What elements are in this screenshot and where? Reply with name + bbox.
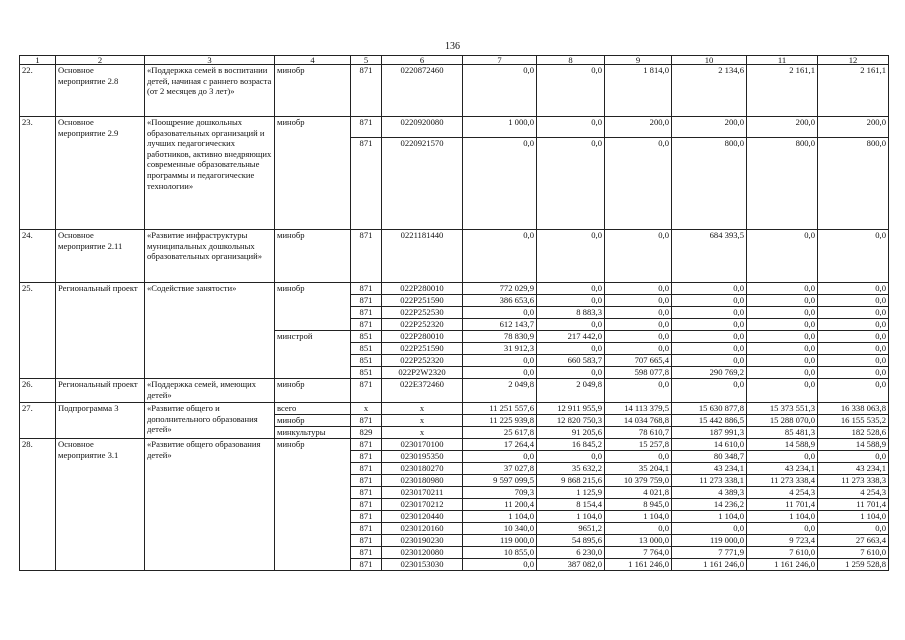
code-cell: 0220920080 (382, 117, 463, 138)
value-cell: 684 393,5 (672, 230, 747, 283)
value-cell: 7 764,0 (605, 547, 672, 559)
value-cell: 9 868 215,6 (537, 475, 605, 487)
row-number-cell: 25. (20, 283, 56, 379)
name-cell: «Развитие общего и дополнительного образования детей» (145, 403, 275, 439)
header-cell: 4 (275, 56, 351, 65)
value-cell: 10 340,0 (463, 523, 537, 535)
value-cell: 1 104,0 (537, 511, 605, 523)
grbs-cell: 871 (351, 138, 382, 230)
value-cell: 707 665,4 (605, 355, 672, 367)
grbs-cell: 871 (351, 307, 382, 319)
value-cell: 9 597 099,5 (463, 475, 537, 487)
value-cell: 0,0 (537, 295, 605, 307)
code-cell: 0230180980 (382, 475, 463, 487)
value-cell: 14 588,9 (818, 439, 889, 451)
value-cell: 0,0 (537, 230, 605, 283)
value-cell: 13 000,0 (605, 535, 672, 547)
value-cell: 0,0 (537, 343, 605, 355)
value-cell: 2 049,8 (463, 379, 537, 403)
value-cell: 27 663,4 (818, 535, 889, 547)
executor-cell: минобр (275, 283, 351, 331)
value-cell: 1 000,0 (463, 117, 537, 138)
value-cell: 0,0 (818, 523, 889, 535)
value-cell: 119 000,0 (463, 535, 537, 547)
value-cell: 0,0 (463, 65, 537, 117)
table-row (20, 230, 889, 283)
grbs-cell: 871 (351, 230, 382, 283)
header-cell: 12 (818, 56, 889, 65)
value-cell: 2 161,1 (818, 65, 889, 117)
code-cell: 022P252530 (382, 307, 463, 319)
value-cell: 15 257,8 (605, 439, 672, 451)
value-cell: 9 723,4 (747, 535, 818, 547)
value-cell: 43 234,1 (672, 463, 747, 475)
value-cell: 0,0 (747, 307, 818, 319)
value-cell: 78 830,9 (463, 331, 537, 343)
value-cell: 16 338 063,8 (818, 403, 889, 415)
grbs-cell: x (351, 403, 382, 415)
code-cell: 0230153030 (382, 559, 463, 571)
code-cell: 0220872460 (382, 65, 463, 117)
value-cell: 0,0 (605, 138, 672, 230)
code-cell: 0230170212 (382, 499, 463, 511)
value-cell: 15 442 886,5 (672, 415, 747, 427)
code-cell: 022P251590 (382, 343, 463, 355)
value-cell: 0,0 (672, 283, 747, 295)
grbs-cell: 829 (351, 427, 382, 439)
value-cell: 200,0 (818, 117, 889, 138)
value-cell: 0,0 (818, 307, 889, 319)
code-cell: 0230120440 (382, 511, 463, 523)
page-number: 136 (445, 41, 460, 52)
value-cell: 1 814,0 (605, 65, 672, 117)
name-cell: «Поддержка семей в воспитании детей, начиная с раннего возраста (от 2 месяцев до 3 лет)» (145, 65, 275, 117)
value-cell: 4 021,8 (605, 487, 672, 499)
value-cell: 0,0 (747, 230, 818, 283)
value-cell: 0,0 (818, 379, 889, 403)
grbs-cell: 851 (351, 343, 382, 355)
value-cell: 37 027,8 (463, 463, 537, 475)
code-cell: x (382, 403, 463, 415)
value-cell: 0,0 (605, 307, 672, 319)
value-cell: 0,0 (672, 355, 747, 367)
value-cell: 0,0 (605, 343, 672, 355)
value-cell: 0,0 (537, 283, 605, 295)
table-row (20, 65, 889, 117)
value-cell: 11 273 338,4 (747, 475, 818, 487)
name-cell: «Содействие занятости» (145, 283, 275, 379)
value-cell: 387 082,0 (537, 559, 605, 571)
value-cell: 800,0 (818, 138, 889, 230)
header-cell: 3 (145, 56, 275, 65)
value-cell: 35 632,2 (537, 463, 605, 475)
grbs-cell: 871 (351, 511, 382, 523)
value-cell: 11 200,4 (463, 499, 537, 511)
value-cell: 182 528,6 (818, 427, 889, 439)
value-cell: 0,0 (605, 331, 672, 343)
name-cell: «Развитие инфраструктуры муниципальных дошкольных образовательных организаций» (145, 230, 275, 283)
code-cell: 022E372460 (382, 379, 463, 403)
value-cell: 7 610,0 (818, 547, 889, 559)
value-cell: 0,0 (463, 451, 537, 463)
value-cell: 0,0 (463, 138, 537, 230)
value-cell: 0,0 (747, 331, 818, 343)
value-cell: 200,0 (747, 117, 818, 138)
header-cell: 5 (351, 56, 382, 65)
executor-cell: минобр (275, 65, 351, 117)
value-cell: 0,0 (818, 230, 889, 283)
value-cell: 1 161 246,0 (672, 559, 747, 571)
executor-cell: минобр (275, 439, 351, 571)
executor-cell: всего (275, 403, 351, 415)
code-cell: 022P251590 (382, 295, 463, 307)
value-cell: 772 029,9 (463, 283, 537, 295)
value-cell: 14 034 768,8 (605, 415, 672, 427)
value-cell: 14 236,2 (672, 499, 747, 511)
code-cell: 022P252320 (382, 319, 463, 331)
row-number-cell: 22. (20, 65, 56, 117)
grbs-cell: 871 (351, 559, 382, 571)
value-cell: 11 251 557,6 (463, 403, 537, 415)
value-cell: 0,0 (747, 451, 818, 463)
value-cell: 800,0 (747, 138, 818, 230)
grbs-cell: 871 (351, 463, 382, 475)
value-cell: 1 104,0 (672, 511, 747, 523)
value-cell: 0,0 (537, 65, 605, 117)
header-cell: 11 (747, 56, 818, 65)
code-cell: 0230190230 (382, 535, 463, 547)
code-cell: 0230170211 (382, 487, 463, 499)
event-cell: Основное мероприятие 2.11 (56, 230, 145, 283)
value-cell: 1 104,0 (747, 511, 818, 523)
value-cell: 0,0 (818, 367, 889, 379)
executor-cell: минобр (275, 230, 351, 283)
code-cell: 0230195350 (382, 451, 463, 463)
value-cell: 187 991,3 (672, 427, 747, 439)
value-cell: 1 161 246,0 (605, 559, 672, 571)
value-cell: 4 254,3 (818, 487, 889, 499)
executor-cell: минобр (275, 415, 351, 427)
event-cell: Основное мероприятие 3.1 (56, 439, 145, 571)
value-cell: 0,0 (537, 319, 605, 331)
value-cell: 12 820 750,3 (537, 415, 605, 427)
code-cell: 022P280010 (382, 283, 463, 295)
value-cell: 0,0 (672, 295, 747, 307)
value-cell: 0,0 (537, 138, 605, 230)
header-cell: 9 (605, 56, 672, 65)
value-cell: 217 442,0 (537, 331, 605, 343)
value-cell: 9651,2 (537, 523, 605, 535)
value-cell: 11 701,4 (818, 499, 889, 511)
value-cell: 0,0 (605, 319, 672, 331)
value-cell: 0,0 (747, 319, 818, 331)
value-cell: 43 234,1 (747, 463, 818, 475)
grbs-cell: 871 (351, 439, 382, 451)
value-cell: 0,0 (463, 307, 537, 319)
code-cell: 022P280010 (382, 331, 463, 343)
value-cell: 0,0 (747, 367, 818, 379)
row-number-cell: 28. (20, 439, 56, 571)
grbs-cell: 871 (351, 475, 382, 487)
executor-cell: минобр (275, 379, 351, 403)
value-cell: 612 143,7 (463, 319, 537, 331)
grbs-cell: 871 (351, 415, 382, 427)
value-cell: 0,0 (747, 355, 818, 367)
row-number-cell: 24. (20, 230, 56, 283)
value-cell: 0,0 (818, 331, 889, 343)
value-cell: 78 610,7 (605, 427, 672, 439)
column-number-header (20, 56, 889, 65)
value-cell: 0,0 (818, 343, 889, 355)
value-cell: 0,0 (818, 283, 889, 295)
code-cell: 022P252320 (382, 355, 463, 367)
grbs-cell: 871 (351, 499, 382, 511)
value-cell: 386 653,6 (463, 295, 537, 307)
value-cell: 16 845,2 (537, 439, 605, 451)
value-cell: 119 000,0 (672, 535, 747, 547)
value-cell: 2 049,8 (537, 379, 605, 403)
table-row (20, 403, 889, 415)
grbs-cell: 871 (351, 319, 382, 331)
value-cell: 91 205,6 (537, 427, 605, 439)
row-number-cell: 23. (20, 117, 56, 230)
value-cell: 0,0 (463, 559, 537, 571)
table-row (20, 379, 889, 403)
value-cell: 0,0 (672, 343, 747, 355)
grbs-cell: 851 (351, 331, 382, 343)
grbs-cell: 871 (351, 523, 382, 535)
value-cell: 0,0 (537, 451, 605, 463)
value-cell: 0,0 (672, 379, 747, 403)
value-cell: 7 610,0 (747, 547, 818, 559)
table-row (20, 117, 889, 138)
code-cell: 022P2W2320 (382, 367, 463, 379)
code-cell: 0230120160 (382, 523, 463, 535)
grbs-cell: 871 (351, 535, 382, 547)
value-cell: 0,0 (605, 379, 672, 403)
value-cell: 43 234,1 (818, 463, 889, 475)
event-cell: Региональный проект (56, 283, 145, 379)
name-cell: «Развитие общего образования детей» (145, 439, 275, 571)
grbs-cell: 871 (351, 487, 382, 499)
value-cell: 2 161,1 (747, 65, 818, 117)
value-cell: 0,0 (747, 283, 818, 295)
value-cell: 10 379 759,0 (605, 475, 672, 487)
value-cell: 0,0 (537, 117, 605, 138)
event-cell: Основное мероприятие 2.9 (56, 117, 145, 230)
value-cell: 0,0 (747, 343, 818, 355)
budget-table (19, 55, 889, 571)
value-cell: 0,0 (605, 295, 672, 307)
header-cell: 7 (463, 56, 537, 65)
value-cell: 0,0 (605, 230, 672, 283)
value-cell: 11 701,4 (747, 499, 818, 511)
value-cell: 14 610,0 (672, 439, 747, 451)
table-row (20, 439, 889, 451)
value-cell: 25 617,8 (463, 427, 537, 439)
value-cell: 0,0 (818, 295, 889, 307)
value-cell: 11 225 939,8 (463, 415, 537, 427)
executor-cell: минобр (275, 117, 351, 230)
grbs-cell: 851 (351, 355, 382, 367)
value-cell: 4 389,3 (672, 487, 747, 499)
grbs-cell: 871 (351, 117, 382, 138)
value-cell: 8 883,3 (537, 307, 605, 319)
header-cell: 10 (672, 56, 747, 65)
grbs-cell: 851 (351, 367, 382, 379)
value-cell: 15 373 551,3 (747, 403, 818, 415)
value-cell: 0,0 (672, 319, 747, 331)
value-cell: 14 588,9 (747, 439, 818, 451)
value-cell: 1 161 246,0 (747, 559, 818, 571)
header-cell: 2 (56, 56, 145, 65)
value-cell: 12 911 955,9 (537, 403, 605, 415)
value-cell: 15 288 070,0 (747, 415, 818, 427)
value-cell: 35 204,1 (605, 463, 672, 475)
value-cell: 0,0 (818, 355, 889, 367)
value-cell: 16 155 535,2 (818, 415, 889, 427)
table-row (20, 283, 889, 295)
value-cell: 1 125,9 (537, 487, 605, 499)
value-cell: 1 104,0 (463, 511, 537, 523)
value-cell: 800,0 (672, 138, 747, 230)
value-cell: 290 769,2 (672, 367, 747, 379)
grbs-cell: 871 (351, 379, 382, 403)
value-cell: 0,0 (747, 379, 818, 403)
value-cell: 0,0 (747, 295, 818, 307)
value-cell: 0,0 (818, 451, 889, 463)
value-cell: 0,0 (605, 523, 672, 535)
row-number-cell: 26. (20, 379, 56, 403)
code-cell: 0230170100 (382, 439, 463, 451)
value-cell: 0,0 (463, 367, 537, 379)
value-cell: 4 254,3 (747, 487, 818, 499)
value-cell: 15 630 877,8 (672, 403, 747, 415)
grbs-cell: 871 (351, 547, 382, 559)
value-cell: 598 077,8 (605, 367, 672, 379)
grbs-cell: 871 (351, 295, 382, 307)
value-cell: 0,0 (463, 230, 537, 283)
value-cell: 80 348,7 (672, 451, 747, 463)
value-cell: 1 104,0 (605, 511, 672, 523)
value-cell: 17 264,4 (463, 439, 537, 451)
value-cell: 0,0 (672, 331, 747, 343)
value-cell: 709,3 (463, 487, 537, 499)
value-cell: 2 134,6 (672, 65, 747, 117)
value-cell: 11 273 338,1 (672, 475, 747, 487)
name-cell: «Поддержка семей, имеющих детей» (145, 379, 275, 403)
value-cell: 0,0 (537, 367, 605, 379)
code-cell: x (382, 427, 463, 439)
event-cell: Региональный проект (56, 379, 145, 403)
value-cell: 200,0 (672, 117, 747, 138)
value-cell: 7 771,9 (672, 547, 747, 559)
value-cell: 660 583,7 (537, 355, 605, 367)
value-cell: 8 154,4 (537, 499, 605, 511)
grbs-cell: 871 (351, 65, 382, 117)
value-cell: 200,0 (605, 117, 672, 138)
value-cell: 1 259 528,8 (818, 559, 889, 571)
value-cell: 1 104,0 (818, 511, 889, 523)
event-cell: Основное мероприятие 2.8 (56, 65, 145, 117)
value-cell: 85 481,3 (747, 427, 818, 439)
executor-cell: минкультуры (275, 427, 351, 439)
name-cell: «Поощрение дошкольных образовательных организаций и лучших педагогических работников, активно внедряющих современные образовательные программы и педагогические технологии» (145, 117, 275, 230)
grbs-cell: 871 (351, 283, 382, 295)
event-cell: Подпрограмма 3 (56, 403, 145, 439)
value-cell: 14 113 379,5 (605, 403, 672, 415)
value-cell: 0,0 (672, 307, 747, 319)
value-cell: 54 895,6 (537, 535, 605, 547)
value-cell: 11 273 338,3 (818, 475, 889, 487)
executor-cell: минстрой (275, 331, 351, 379)
value-cell: 0,0 (747, 523, 818, 535)
code-cell: 0220921570 (382, 138, 463, 230)
header-cell: 1 (20, 56, 56, 65)
value-cell: 10 855,0 (463, 547, 537, 559)
code-cell: 0230120080 (382, 547, 463, 559)
value-cell: 0,0 (818, 319, 889, 331)
value-cell: 8 945,0 (605, 499, 672, 511)
code-cell: 0230180270 (382, 463, 463, 475)
value-cell: 0,0 (672, 523, 747, 535)
header-cell: 8 (537, 56, 605, 65)
grbs-cell: 871 (351, 451, 382, 463)
header-cell: 6 (382, 56, 463, 65)
code-cell: 0221181440 (382, 230, 463, 283)
value-cell: 6 230,0 (537, 547, 605, 559)
value-cell: 0,0 (605, 283, 672, 295)
value-cell: 0,0 (463, 355, 537, 367)
value-cell: 31 912,3 (463, 343, 537, 355)
code-cell: x (382, 415, 463, 427)
value-cell: 0,0 (605, 451, 672, 463)
row-number-cell: 27. (20, 403, 56, 439)
